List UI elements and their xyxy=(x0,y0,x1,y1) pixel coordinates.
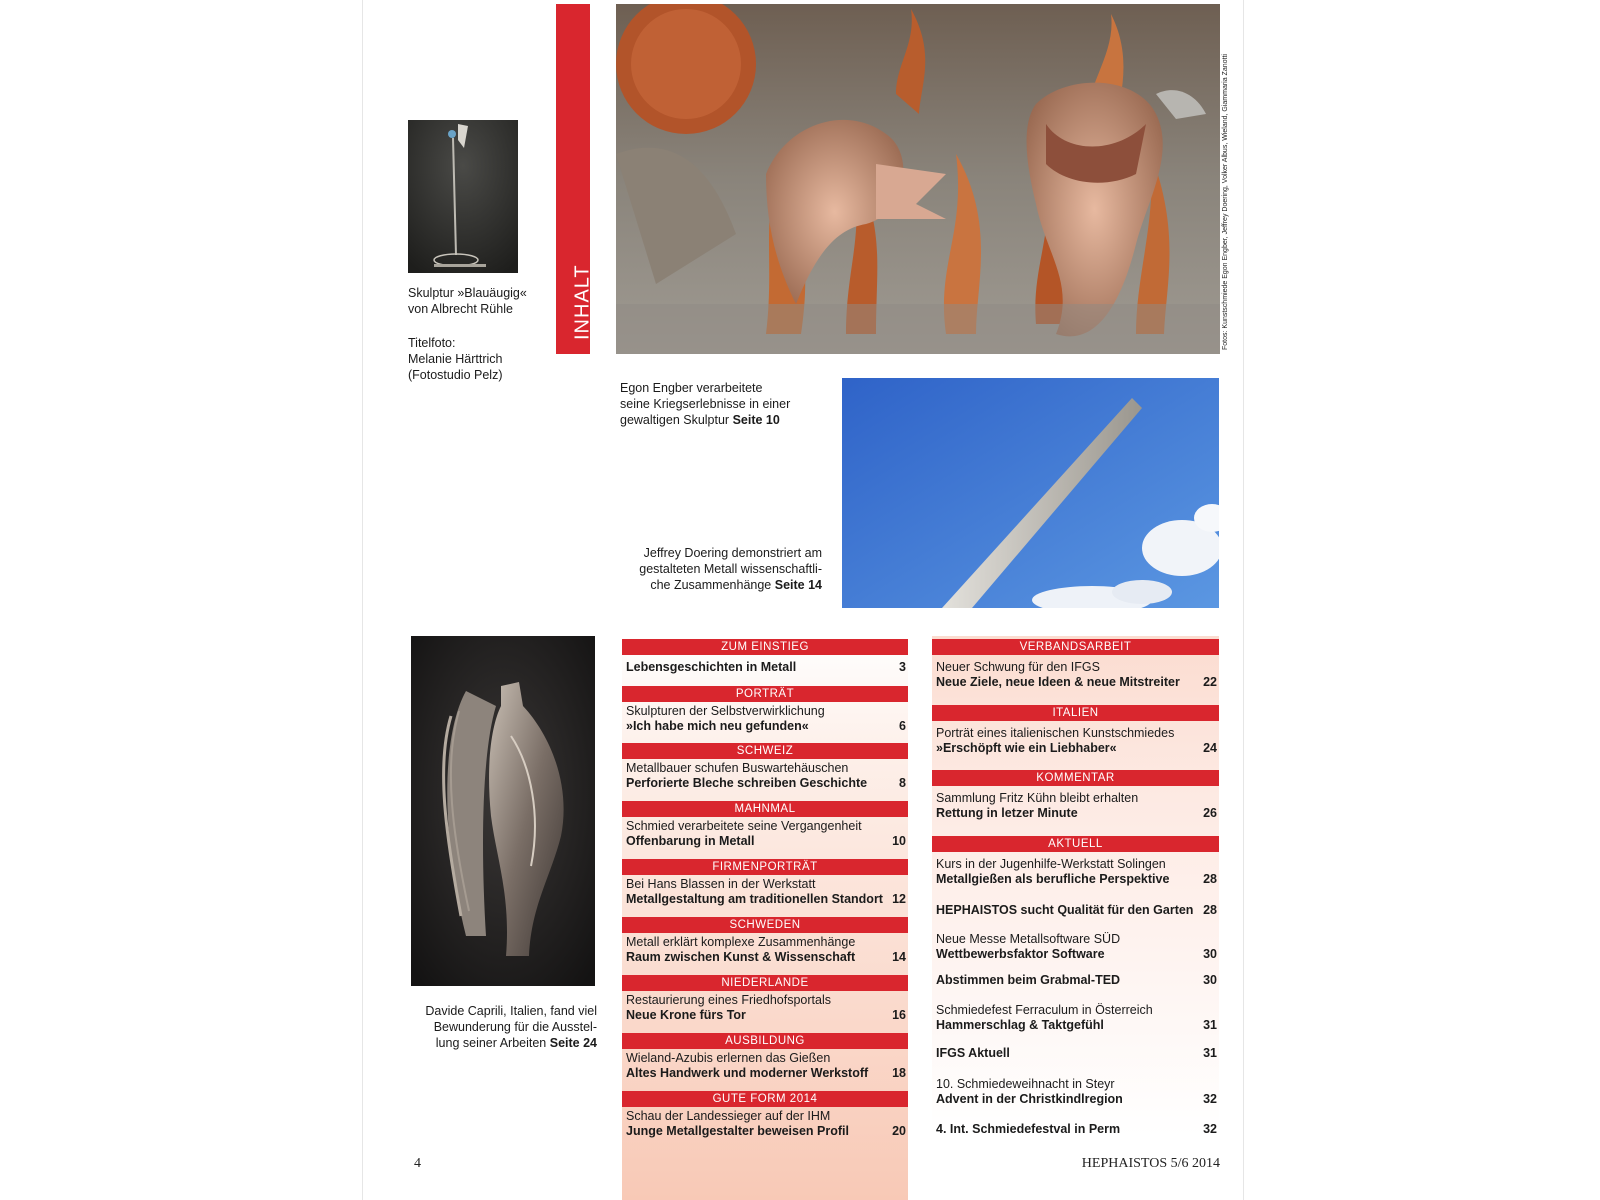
toc-entry-title: Neue Ziele, neue Ideen & neue Mitstreiter xyxy=(936,675,1180,689)
doering-sculpture-photo xyxy=(842,378,1219,608)
toc-entry-title: Advent in der Christkindlregion xyxy=(936,1092,1123,1106)
title-photo-studio: (Fotostudio Pelz) xyxy=(408,368,503,382)
toc-entry-subtitle: Skulpturen der Selbstverwirklichung xyxy=(626,704,825,718)
toc-entry[interactable] xyxy=(626,993,906,1023)
toc-entry-page-number: 26 xyxy=(1203,806,1217,820)
caption-doering xyxy=(600,545,822,593)
toc-entry-page-number: 22 xyxy=(1203,675,1217,689)
toc-entry-page-number: 31 xyxy=(1203,1018,1217,1032)
caption-caprili xyxy=(405,1003,597,1051)
toc-entry-page-number: 18 xyxy=(892,1066,906,1080)
toc-entry-subtitle: Schmiedefest Ferraculum in Österreich xyxy=(936,1003,1153,1017)
toc-entry[interactable] xyxy=(936,1077,1217,1107)
sidebar-caption xyxy=(408,285,558,383)
toc-section-header: ITALIEN xyxy=(932,705,1219,721)
toc-entry-title: Abstimmen beim Grabmal-TED xyxy=(936,973,1121,987)
toc-entry-title: HEPHAISTOS sucht Qualität für den Garten xyxy=(936,903,1194,917)
toc-entry-page-number: 31 xyxy=(1203,1046,1217,1060)
magazine-issue: HEPHAISTOS 5/6 2014 xyxy=(1081,1156,1220,1171)
caption-line: Bewunderung für die Ausstel- xyxy=(433,1020,597,1034)
toc-entry-title: Offenbarung in Metall xyxy=(626,834,755,848)
toc-entry-page-number: 30 xyxy=(1203,973,1217,987)
toc-entry-title: Lebensgeschichten in Metall xyxy=(626,660,797,674)
sculpture-blauaeugig-photo xyxy=(408,120,518,273)
toc-entry-title: Altes Handwerk und moderner Werkstoff xyxy=(626,1066,869,1080)
toc-entry[interactable] xyxy=(626,877,906,907)
toc-entry-page-number: 16 xyxy=(892,1008,906,1022)
toc-entry-subtitle: Neuer Schwung für den IFGS xyxy=(936,660,1100,674)
inhalt-label: INHALT xyxy=(571,264,594,340)
toc-entry[interactable] xyxy=(936,726,1217,756)
toc-section-header: KOMMENTAR xyxy=(932,770,1219,786)
caption-line: Davide Caprili, Italien, fand viel xyxy=(425,1004,597,1018)
toc-entry-subtitle: Schmied verarbeitete seine Vergangenheit xyxy=(626,819,862,833)
caprili-angel-photo xyxy=(411,636,595,986)
toc-section-header: VERBANDSARBEIT xyxy=(932,639,1219,655)
toc-entry-page-number: 30 xyxy=(1203,947,1217,961)
toc-entry-page-number: 8 xyxy=(899,776,906,790)
toc-entry-page-number: 28 xyxy=(1203,872,1217,886)
title-photo-label: Titelfoto: xyxy=(408,336,456,350)
toc-entry-title: Metallgestaltung am traditionellen Standort xyxy=(626,892,883,906)
toc-entry-title: Wettbewerbsfaktor Software xyxy=(936,947,1105,961)
toc-entry-page-number: 10 xyxy=(892,834,906,848)
caption-line: lung seiner Arbeiten xyxy=(435,1036,550,1050)
toc-section-header: SCHWEIZ xyxy=(622,743,908,759)
toc-entry[interactable] xyxy=(626,1109,906,1139)
inhalt-label-bar xyxy=(556,4,594,354)
toc-entry-page-number: 28 xyxy=(1203,903,1217,917)
toc-section-header: AUSBILDUNG xyxy=(622,1033,908,1049)
photo-credit xyxy=(1222,54,1232,350)
toc-entry-subtitle: Metall erklärt komplexe Zusammenhänge xyxy=(626,935,856,949)
caption-line: seine Kriegserlebnisse in einer xyxy=(620,397,791,411)
toc-section-header: NIEDERLANDE xyxy=(622,975,908,991)
page-number: 4 xyxy=(414,1156,421,1171)
engber-sculpture-photo xyxy=(616,4,1220,354)
toc-entry-title: »Erschöpft wie ein Liebhaber« xyxy=(936,741,1117,755)
toc-entry[interactable] xyxy=(936,1046,1217,1061)
toc-section-header: AKTUELL xyxy=(932,836,1219,852)
caption-line: che Zusammenhänge xyxy=(650,578,775,592)
toc-section-header: MAHNMAL xyxy=(622,801,908,817)
toc-entry-title: 4. Int. Schmiedefestval in Perm xyxy=(936,1122,1121,1136)
caption-line: Jeffrey Doering demonstriert am xyxy=(643,546,822,560)
toc-entry-subtitle: Schau der Landessieger auf der IHM xyxy=(626,1109,831,1123)
toc-entry-subtitle: Restaurierung eines Friedhofsportals xyxy=(626,993,831,1007)
toc-entry-title: Raum zwischen Kunst & Wissenschaft xyxy=(626,950,856,964)
toc-entry-title: Metallgießen als berufliche Perspektive xyxy=(936,872,1170,886)
caption-line: Skulptur »Blauäugig« xyxy=(408,286,527,300)
toc-section-header: PORTRÄT xyxy=(622,686,908,702)
toc-section-header: GUTE FORM 2014 xyxy=(622,1091,908,1107)
toc-entry-subtitle: Porträt eines italienischen Kunstschmiedes xyxy=(936,726,1175,740)
toc-entry-page-number: 12 xyxy=(892,892,906,906)
toc-section-header: SCHWEDEN xyxy=(622,917,908,933)
toc-entry-page-number: 14 xyxy=(892,950,906,964)
toc-entry[interactable] xyxy=(936,903,1217,918)
toc-entry-title: Junge Metallgestalter beweisen Profil xyxy=(626,1124,849,1138)
toc-entry[interactable] xyxy=(936,791,1217,821)
toc-entry[interactable] xyxy=(626,704,906,734)
caption-line: gewaltigen Skulptur xyxy=(620,413,733,427)
toc-entry-title: »Ich habe mich neu gefunden« xyxy=(626,719,809,733)
toc-entry-title: IFGS Aktuell xyxy=(936,1046,1010,1060)
title-photo-name: Melanie Härttrich xyxy=(408,352,503,366)
caption-engber xyxy=(620,380,830,428)
toc-entry-title: Rettung in letzer Minute xyxy=(936,806,1078,820)
caption-line: Egon Engber verarbeitete xyxy=(620,381,763,395)
toc-section-header: ZUM EINSTIEG xyxy=(622,639,908,655)
toc-entry[interactable] xyxy=(626,819,906,849)
toc-entry[interactable] xyxy=(936,1003,1217,1033)
caption-page-ref: Seite 10 xyxy=(732,413,780,427)
toc-entry-page-number: 32 xyxy=(1203,1092,1217,1106)
toc-entry-title: Hammerschlag & Taktgefühl xyxy=(936,1018,1104,1032)
toc-entry[interactable] xyxy=(936,857,1217,887)
toc-entry-page-number: 20 xyxy=(892,1124,906,1138)
toc-entry-page-number: 24 xyxy=(1203,741,1217,755)
caption-line: von Albrecht Rühle xyxy=(408,302,513,316)
toc-entry-subtitle: Bei Hans Blassen in der Werkstatt xyxy=(626,877,816,891)
toc-entry-subtitle: Kurs in der Jugenhilfe-Werkstatt Solingen xyxy=(936,857,1166,871)
toc-section-header: FIRMENPORTRÄT xyxy=(622,859,908,875)
toc-entry[interactable] xyxy=(626,660,906,675)
toc-entry[interactable] xyxy=(626,761,906,791)
toc-entry-page-number: 6 xyxy=(899,719,906,733)
toc-entry-subtitle: 10. Schmiedeweihnacht in Steyr xyxy=(936,1077,1115,1091)
toc-entry-page-number: 3 xyxy=(899,660,906,674)
toc-entry-subtitle: Metallbauer schufen Buswartehäuschen xyxy=(626,761,849,775)
toc-entry-subtitle: Neue Messe Metallsoftware SÜD xyxy=(936,932,1121,946)
toc-entry[interactable] xyxy=(626,1051,906,1081)
toc-entry[interactable] xyxy=(936,932,1217,962)
toc-entry[interactable] xyxy=(936,660,1217,690)
caption-page-ref: Seite 14 xyxy=(774,578,822,592)
toc-entry-page-number: 32 xyxy=(1203,1122,1217,1136)
toc-entry[interactable] xyxy=(626,935,906,965)
toc-entry-subtitle: Wieland-Azubis erlernen das Gießen xyxy=(626,1051,831,1065)
toc-entry[interactable] xyxy=(936,973,1217,988)
caption-page-ref: Seite 24 xyxy=(549,1036,597,1050)
photo-credit-text: Fotos: Kunstschmiede Egon Engber, Jeffrey Doering, Volker Albus, Wieland, Giammaria Zanotti xyxy=(1222,54,1229,350)
toc-entry-subtitle: Sammlung Fritz Kühn bleibt erhalten xyxy=(936,791,1139,805)
caption-line: gestalteten Metall wissenschaftli- xyxy=(639,562,822,576)
toc-entry-title: Perforierte Bleche schreiben Geschichte xyxy=(626,776,868,790)
toc-entry-title: Neue Krone fürs Tor xyxy=(626,1008,746,1022)
toc-entry[interactable] xyxy=(936,1122,1217,1137)
